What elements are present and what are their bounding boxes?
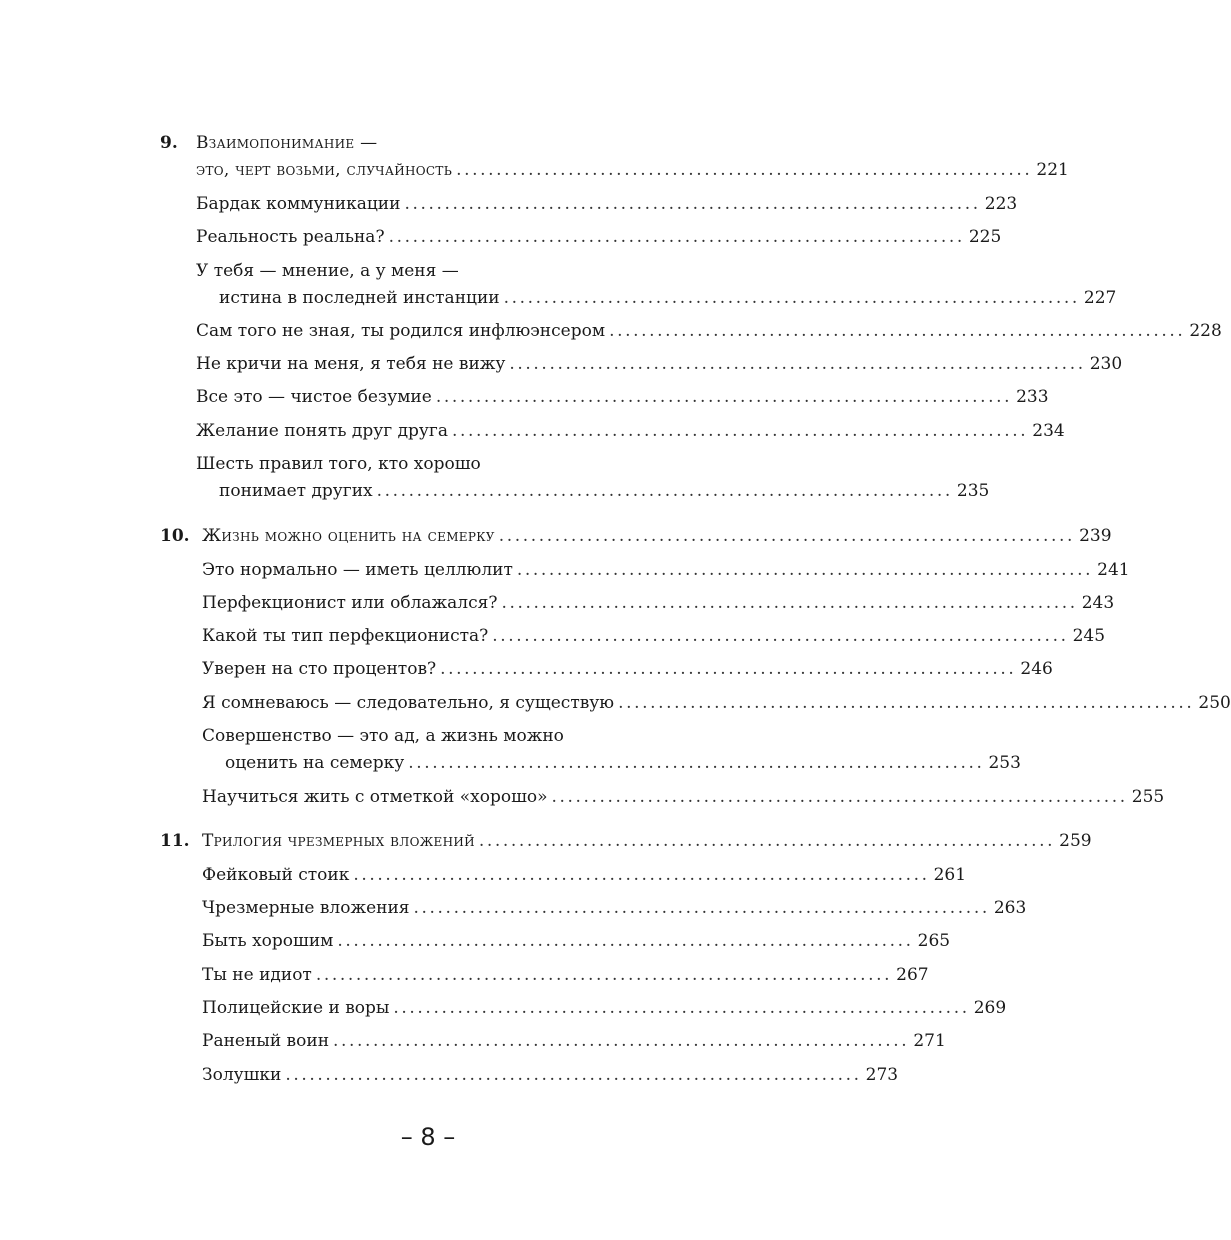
toc-entry[interactable]: Полицейские и воры ........................................................................ 269 [202,998,1007,1018]
toc-entry[interactable]: Бардак коммуникации ........................................................................ 223 [196,194,1018,214]
page-number: – 8 – [400,1123,456,1151]
chapter-11-number: 11. [160,831,190,851]
toc-entry[interactable]: Какой ты тип перфекциониста? ........................................................................ 245 [202,626,1106,646]
toc-entry[interactable]: Раненый воин ........................................................................ 271 [202,1031,946,1051]
toc-entry[interactable]: Быть хорошим ........................................................................ 265 [202,931,951,951]
toc-entry[interactable]: Ты не идиот ........................................................................ 267 [202,965,929,985]
chapter-9-number: 9. [160,133,178,153]
toc-entry[interactable]: Перфекционист или облажался? ........................................................................ 243 [202,593,1115,613]
toc-entry[interactable]: Научиться жить с отметкой «хорошо» ........................................................................ 255 [202,787,1165,807]
toc-entry[interactable]: оценить на семерку ........................................................................ 253 [225,753,1021,773]
toc-entry[interactable]: Уверен на сто процентов? ........................................................................ 246 [202,659,1053,679]
toc-entry[interactable]: Желание понять друг друга ........................................................................ 234 [196,421,1065,441]
toc-entry[interactable]: Реальность реальна? ........................................................................ 225 [196,227,1002,247]
chapter-10-number: 10. [160,526,190,546]
toc-entry[interactable]: Золушки ........................................................................ 273 [202,1065,899,1085]
toc-entry-line1: Совершенство — это ад, а жизнь можно [202,726,564,746]
chapter-11-title[interactable]: Трилогия чрезмерных вложений ........................................................................ 259 [202,831,1092,851]
chapter-9-title-line1: Взаимопонимание — [196,133,378,153]
toc-entry[interactable]: Это нормально — иметь целлюлит ........................................................................ 241 [202,560,1130,580]
toc-entry[interactable]: истина в последней инстанции ........................................................................ 227 [219,288,1117,308]
toc-entry[interactable]: понимает других ........................................................................ 235 [219,481,990,501]
toc-entry[interactable]: Чрезмерные вложения ........................................................................ 263 [202,898,1027,918]
chapter-9-title[interactable]: это, черт возьми, случайность ........................................................................ 221 [196,160,1069,180]
chapter-10-title[interactable]: Жизнь можно оценить на семерку ........................................................................ 239 [202,526,1112,546]
toc-entry[interactable]: Фейковый стоик ........................................................................ 261 [202,865,967,885]
toc-entry-line1: У тебя — мнение, а у меня — [196,261,459,281]
toc-entry[interactable]: Сам того не зная, ты родился инфлюэнсером ........................................................................ 228 [196,321,1222,341]
toc-entry-line1: Шесть правил того, кто хорошо [196,454,481,474]
toc-entry[interactable]: Не кричи на меня, я тебя не вижу ........................................................................ 230 [196,354,1123,374]
toc-entry[interactable]: Все это — чистое безумие ........................................................................ 233 [196,387,1049,407]
toc-entry[interactable]: Я сомневаюсь — следовательно, я существую ........................................................................ 250 [202,693,1231,713]
